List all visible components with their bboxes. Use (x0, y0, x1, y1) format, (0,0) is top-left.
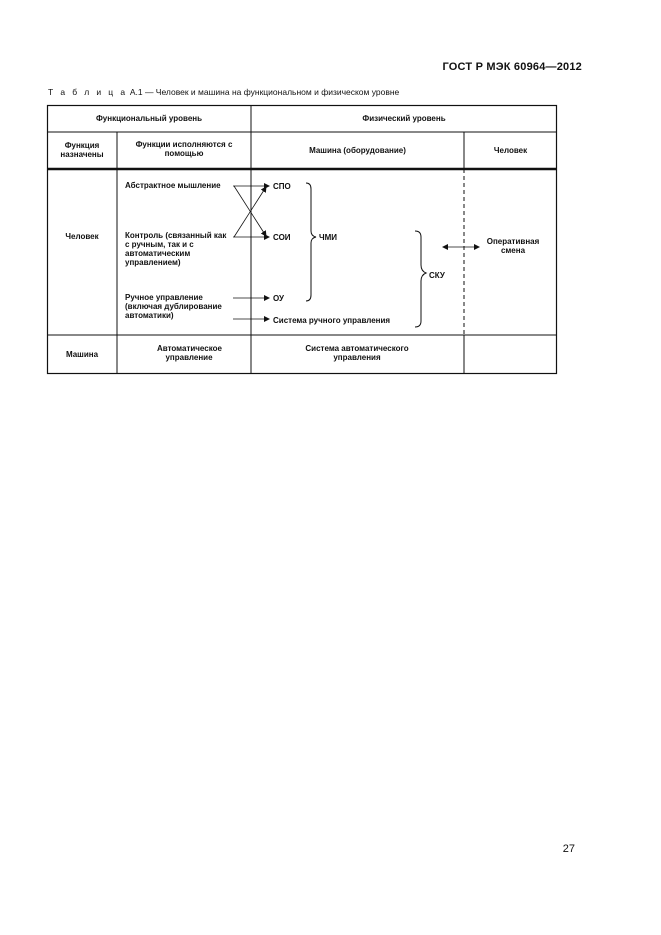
system-spo: СПО (273, 182, 291, 191)
system-sku: СКУ (429, 271, 445, 280)
system-manual-control: Система ручного управления (273, 316, 391, 325)
subheader-machine: Машина (оборудование) (309, 146, 406, 155)
system-chmi: ЧМИ (319, 233, 338, 242)
arrow-control-to-spo (234, 187, 266, 237)
function-abstract-thinking: Абстрактное мышление (125, 181, 221, 190)
subheader-human: Человек (493, 146, 528, 155)
row-label-human: Человек (65, 232, 99, 241)
subheader-functions-performed: Функции исполняются с помощью (135, 140, 233, 158)
page-number: 27 (562, 843, 575, 855)
function-allocation-table (47, 105, 557, 374)
system-ou: ОУ (273, 294, 284, 303)
system-soi: СОИ (273, 233, 291, 242)
function-automatic-control: Автоматическое управление (157, 344, 222, 362)
table-caption-prefix: Т а б л и ц а (48, 87, 128, 97)
sku-brace (415, 231, 426, 327)
system-automatic-control: Система автоматического управления (305, 344, 409, 362)
header-functional-level: Функциональный уровень (95, 114, 203, 123)
function-manual-control: Ручное управление (включая дублирование автоматики) (125, 293, 222, 320)
function-control: Контроль (связанный как с ручным, так и с автоматическим управлением) (125, 231, 227, 267)
table-caption-text: А.1 — Человек и машина на функциональном и физическом уровне (127, 87, 400, 97)
human-operational-shift: Оперативная смена (486, 237, 540, 255)
document-standard-header: ГОСТ Р МЭК 60964—2012 (442, 61, 582, 73)
chmi-brace (306, 183, 316, 301)
row-label-machine: Машина (65, 350, 99, 359)
header-physical-level: Физический уровень (362, 114, 446, 123)
subheader-function-assignment: Функция назначены (60, 141, 104, 159)
arrow-abstract-to-soi (234, 186, 266, 236)
table-caption (48, 87, 399, 97)
